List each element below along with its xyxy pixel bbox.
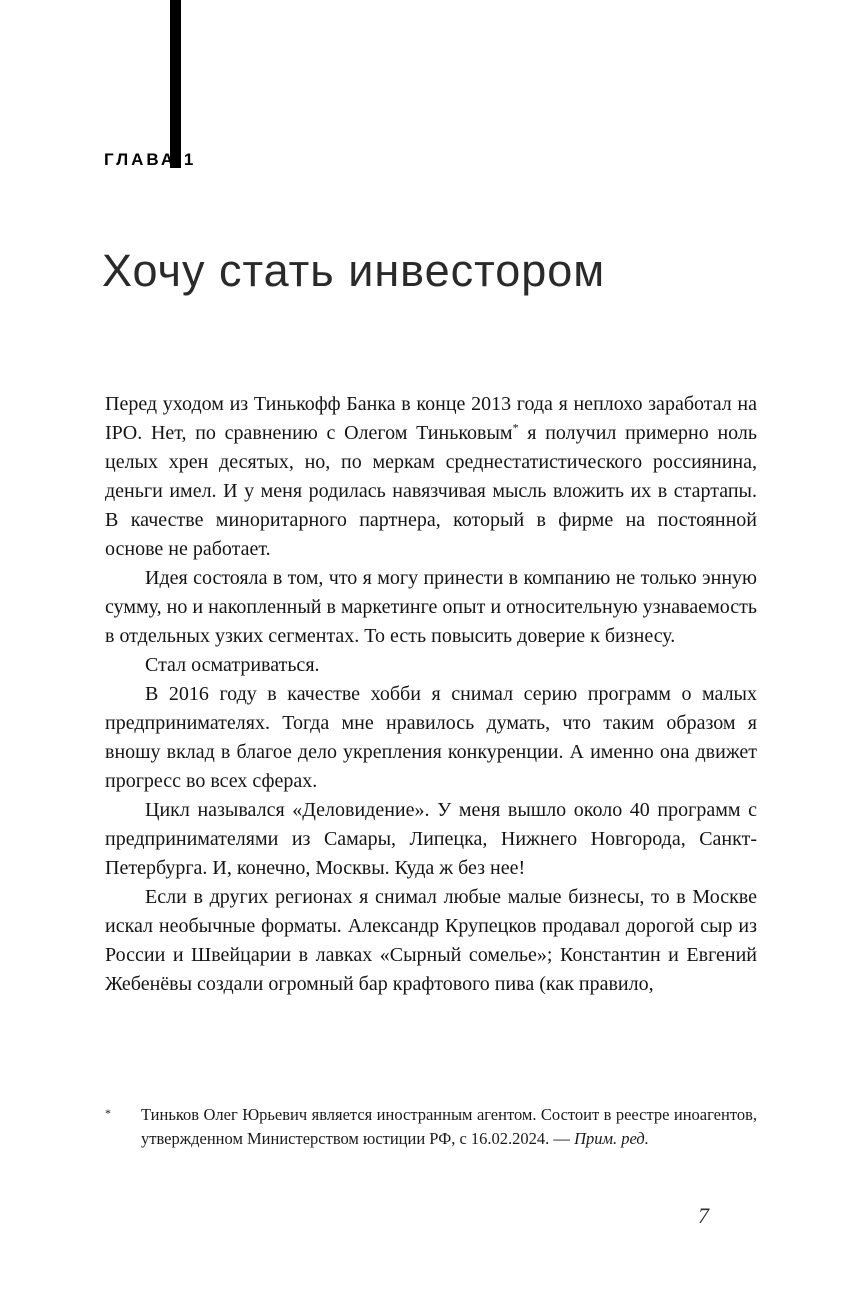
paragraph: Идея состояла в том, что я могу принести в компанию не только энную сумму, но и накопленный в маркетинге опыт и относительную узнаваемость в отдельных узких сегментах. То есть повысить доверие к бизнесу. (105, 567, 757, 647)
chapter-marker-bar (170, 0, 181, 168)
page-title: Хочу стать инвестором (102, 245, 606, 297)
footnote-body (141, 1103, 757, 1151)
paragraph-text: Перед уходом из Тинькофф Банка в конце 2013 года я неплохо заработал на IPO. Нет, по сравнению с Олегом Тиньковым (105, 393, 757, 444)
page-number: 7 (698, 1203, 709, 1228)
footnote (105, 1103, 757, 1151)
chapter-label: ГЛАВА 1 (104, 150, 197, 169)
paragraph-text: я получил примерно ноль целых хрен десятых, но, по меркам среднестатистического россиянина, деньги имел. И у меня родилась навязчивая мысль вложить их в стартапы. В качестве миноритарного партнера, который в фирме на постоянной основе не работает. (105, 422, 757, 560)
footnote-marker: * (105, 1106, 111, 1120)
footnote-source: Прим. ред. (574, 1129, 649, 1148)
paragraph: В 2016 году в качестве хобби я снимал серию программ о малых предпринимателях. Тогда мне нравилось думать, что таким образом я вношу вклад в благое дело укрепления конкуренции. А именно она движет прогресс во всех сферах. (105, 683, 757, 792)
paragraph: Цикл назывался «Деловидение». У меня вышло около 40 программ с предпринимателями из Самары, Липецка, Нижнего Новгорода, Санкт-Петербурга. И, конечно, Москвы. Куда ж без нее! (105, 799, 757, 879)
footnote-reference-marker: * (512, 420, 519, 435)
footnote-text: Тиньков Олег Юрьевич является иностранным агентом. Состоит в реестре иноагентов, утвержденном Министерством юстиции РФ, с 16.02.2024. — (141, 1105, 757, 1148)
paragraph: Если в других регионах я снимал любые малые бизнесы, то в Москве искал необычные форматы. Александр Крупецков продавал дорогой сыр из России и Швейцарии в лавках «Сырный сомелье»; Константин и Евгений Жебенёвы создали огромный бар крафтового пива (как правило, (105, 886, 757, 995)
paragraph (105, 390, 757, 564)
paragraph: Стал осматриваться. (145, 654, 320, 676)
body-text (105, 390, 757, 999)
